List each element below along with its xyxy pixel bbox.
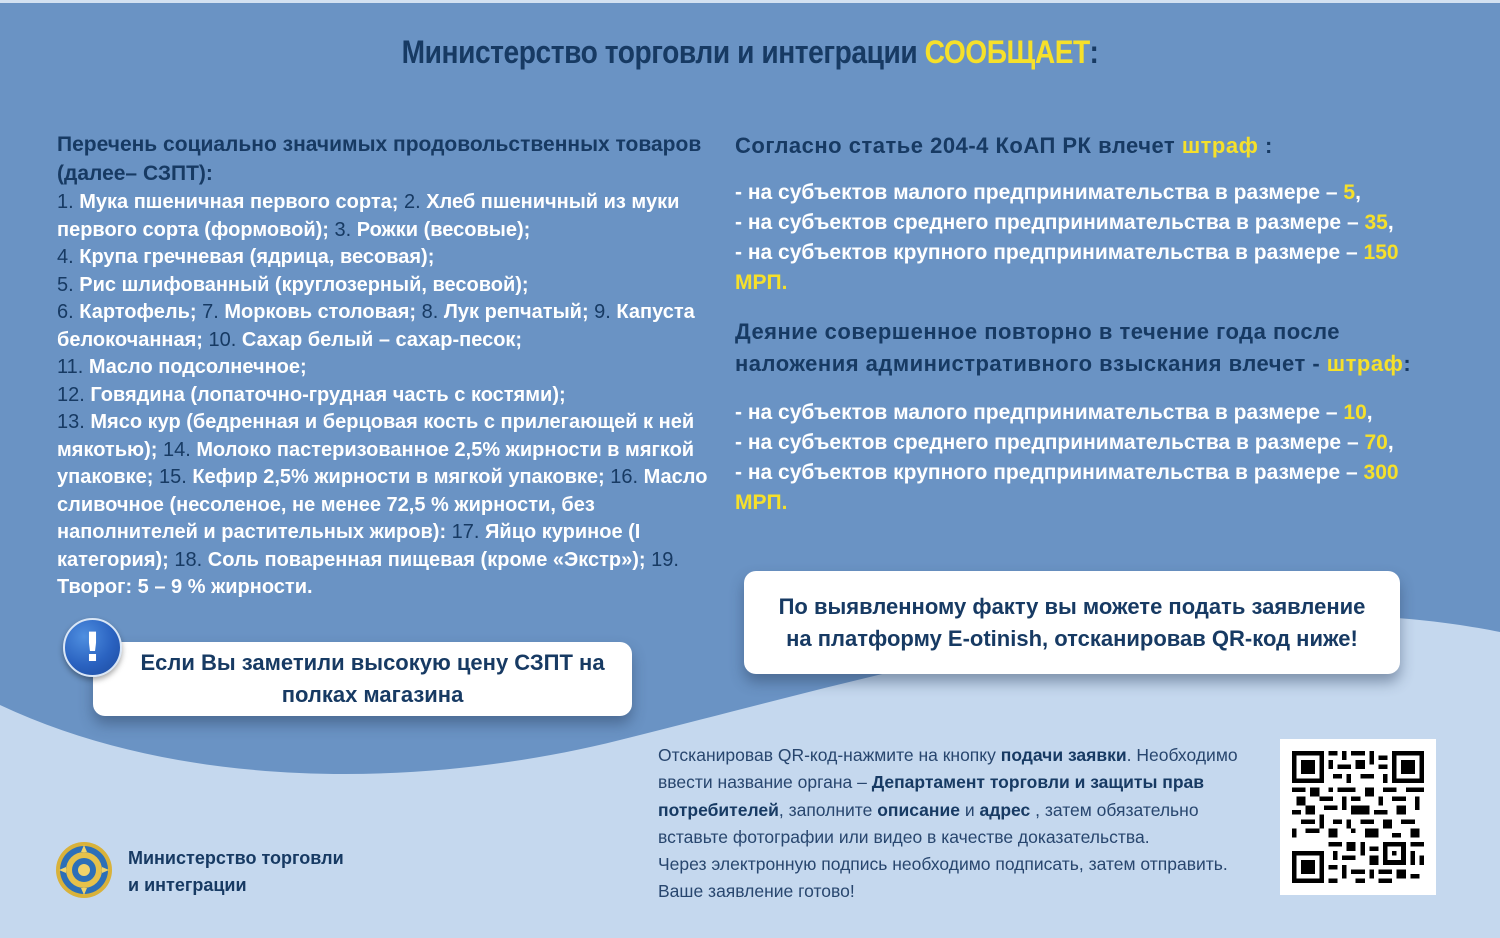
fines-section: [735, 130, 1455, 518]
page-title: Министерство торговли и интеграции СООБЩАЕТ:: [401, 34, 1099, 70]
item-number: 11.: [57, 356, 84, 378]
instructions-paragraph-1: Отсканировав QR-код-нажмите на кнопку подачи заявки. Необходимо ввести название органа – Департамент торговли и защиты прав потребителей, заполните описание и адрес , затем обязательно вставьте фотографии или видео в качестве доказательства.: [658, 745, 1238, 847]
product-list: [57, 130, 717, 602]
item-number: 1.: [57, 191, 74, 213]
item-number: 10.: [208, 328, 237, 351]
item-number: 14.: [162, 438, 191, 461]
item-text: Яйцо куриное (I категория);: [57, 521, 641, 571]
item-text: Соль поваренная пищевая (кроме «Экстр»);: [207, 548, 646, 571]
qr-code-graphic: [1292, 751, 1424, 883]
item-text: Кефир 2,5% жирности в мягкой упаковке;: [192, 466, 605, 488]
item-text: Капуста белокочанная;: [57, 301, 695, 351]
item-text: Рожки (весовые);: [356, 218, 531, 241]
item-text: Творог: 5 – 9 % жирности.: [57, 576, 313, 598]
item-text: Говядина (лопаточно-грудная часть с костями);: [90, 383, 566, 406]
product-list-body: [57, 189, 717, 602]
exclamation-icon: !: [63, 618, 122, 677]
item-text: Мука пшеничная первого сорта;: [79, 191, 399, 213]
item-number: 18.: [174, 548, 203, 571]
item-text: Лук репчатый;: [443, 301, 589, 323]
item-text: Молоко пастеризованное 2,5% жирности в мягкой упаковке;: [57, 438, 695, 488]
item-text: Крупа гречневая (ядрица, весовая);: [79, 246, 435, 268]
item-number: 5.: [57, 273, 74, 296]
fine-line: - на субъектов малого предпринимательства в размере – 10,: [735, 401, 1373, 424]
item-number: 7.: [202, 301, 219, 323]
e-otinish-card: [744, 571, 1400, 674]
qr-instructions: [658, 742, 1270, 906]
item-number: 17.: [451, 521, 480, 543]
e-otinish-card-text: По выявленному факту вы можете подать заявление на платформу E-otinish, отсканировав QR-код ниже!: [778, 593, 1366, 651]
item-number: 9.: [594, 301, 611, 323]
ministry-name: Министерство торговли и интеграции: [128, 848, 344, 895]
qr-code[interactable]: [1280, 739, 1436, 895]
fine-line: - на субъектов крупного предпринимательства в размере – 150 МРП.: [735, 241, 1399, 294]
item-number: 3.: [334, 218, 352, 241]
product-list-heading: Перечень социально значимых продовольственных товаров (далее– СЗПТ):: [57, 133, 702, 185]
item-text: Масло сливочное (несоленое, не менее 72,5 % жирности, без наполнителей и растительных жиров):: [57, 466, 708, 543]
item-text: Масло подсолнечное;: [88, 356, 307, 378]
fines-heading-repeat: Деяние совершенное повторно в течение года после наложения административного взыскания влечет - штраф:: [735, 319, 1412, 376]
item-number: 8.: [421, 301, 439, 323]
item-number: 6.: [57, 301, 74, 323]
high-price-card-text: Если Вы заметили высокую цену СЗПТ на полках магазина: [140, 650, 605, 707]
fines-heading-first: Согласно статье 204-4 КоАП РК влечет штраф :: [735, 133, 1273, 158]
fine-line: - на субъектов крупного предпринимательства в размере – 300 МРП.: [735, 461, 1399, 514]
item-number: 12.: [57, 383, 85, 406]
fine-line: - на субъектов малого предпринимательства в размере – 5,: [735, 181, 1361, 204]
item-number: 2.: [403, 191, 421, 213]
state-emblem-icon: [55, 841, 113, 899]
item-text: Рис шлифованный (круглозерный, весовой);: [79, 273, 529, 296]
item-text: Картофель;: [79, 301, 197, 323]
item-text: Сахар белый – сахар-песок;: [241, 328, 523, 351]
item-text: Хлеб пшеничный из муки первого сорта (формовой);: [57, 191, 680, 241]
instructions-paragraph-2: Через электронную подпись необходимо подписать, затем отправить. Ваше заявление готово!: [658, 854, 1228, 902]
high-price-card: [93, 642, 632, 716]
item-number: 4.: [57, 246, 74, 268]
item-text: Морковь столовая;: [224, 301, 417, 323]
fine-line: - на субъектов среднего предпринимательства в размере – 70,: [735, 431, 1394, 454]
item-number: 19.: [651, 548, 679, 571]
item-text: Мясо кур (бедренная и берцовая кость с прилегающей к ней мякотью);: [57, 411, 695, 461]
item-number: 15.: [158, 466, 187, 488]
item-number: 16.: [610, 466, 639, 488]
item-number: 13.: [57, 411, 85, 433]
fine-line: - на субъектов среднего предпринимательства в размере – 35,: [735, 211, 1394, 234]
